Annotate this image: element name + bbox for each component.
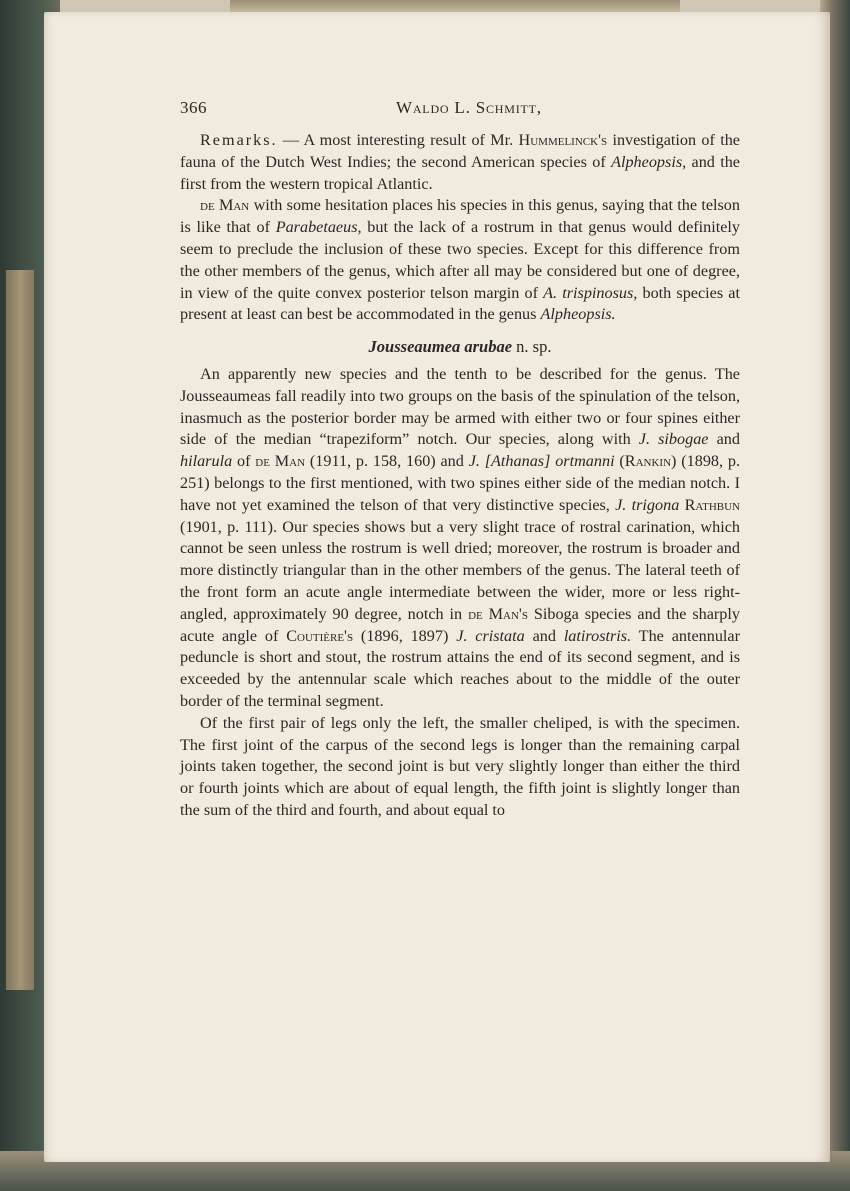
page-number: 366 <box>180 98 207 117</box>
paragraph-legs: Of the first pair of legs only the left, the smaller cheliped, is with the specimen. The first joint of the carpus of the second legs is longer than the remaining carpal joints taken together, the second joint is but very slightly longer than either the third or fourth joints which are about of equal length, the fifth joint is slightly longer than the sum of the third and fourth, and about equal to <box>180 713 740 819</box>
author-name: de Man <box>255 452 306 471</box>
new-species-mark: n. sp. <box>512 337 552 357</box>
author-name: de Man <box>200 196 250 215</box>
running-head: Waldo L. Schmitt, <box>396 98 542 117</box>
taxon-name: J. trigona <box>615 495 680 514</box>
author-name: Rathbun <box>684 495 741 514</box>
taxon-name: hilarula <box>180 452 233 471</box>
taxon-name: Parabetaeus, <box>275 218 362 237</box>
taxon-name: J. [Athanas] ortmanni <box>468 452 615 471</box>
paragraph-de-man: de Man with some hesitation places his species in this genus, saying that the telson is like that of Parabetaeus, but the lack of a rostrum in that genus would definitely seem to preclude the inclusion of these two species. Except for this difference from the other members of the genus, which after all may be considered but one of degree, in view of the quite convex posterior telson margin of A. trispinosus, both species at present at least can best be accommodated in the genus Alpheopsis. <box>180 196 741 324</box>
taxon-name: J. sibogae <box>638 430 709 449</box>
remarks-lead: Remarks. <box>200 131 278 149</box>
author-name: de Man's <box>468 604 528 623</box>
species-heading: Jousseaumea arubae <box>368 337 513 357</box>
page-header <box>180 98 740 118</box>
section-title <box>180 336 740 358</box>
paragraph-remarks: Remarks. — A most interesting result of Mr. Hummelinck's investigation of the fauna of the Dutch West Indies; the second American species of Alpheopsis, and the first from the western tropical Atlantic. <box>180 131 740 193</box>
paragraph-description: An apparently new species and the tenth to be described for the genus. The Jousseaumeas fall readily into two groups on the basis of the spinulation of the telson, inasmuch as the posterior border may be armed with either two or four spines either side of the median “trapeziform” notch. Our species, along with J. sibogae and hilarula of de Man (1911, p. 158, 160) and J. [Athanas] ortmanni (Rankin) (1898, p. 251) belongs to the first mentioned, with two spines either side of the median notch. I have not yet examined the telson of that very distinctive species, J. trigona Rathbun (1901, p. 111). Our species shows but a very slight trace of rostral carination, which cannot be seen unless the rostrum is well dried; moreover, the rostrum is broader and more distinctly triangular than in the other members of the genus. The lateral teeth of the front form an acute angle intermediate between the wider, more or less right-angled, approximately 90 degree, notch in de Man's Siboga species and the sharply acute angle of Coutière's (1896, 1897) J. cristata and latirostris. The antennular peduncle is short and stout, the rostrum attains the end of its second segment, and is exceeded by the antennular scale which reaches about to the middle of the outer border of the terminal segment. <box>180 364 741 710</box>
taxon-name: Alpheopsis, <box>611 152 687 171</box>
author-name: Coutière's <box>286 626 354 645</box>
body-text <box>180 130 740 822</box>
tape-strip-left <box>6 270 34 990</box>
taxon-name: A. trispinosus, <box>543 283 638 302</box>
taxon-name: J. cristata <box>456 626 525 645</box>
author-name: Hummelinck's <box>518 131 608 149</box>
author-name: Rankin <box>624 452 672 471</box>
tape-strip-top <box>230 0 680 12</box>
taxon-name: Alpheopsis. <box>540 305 616 324</box>
taxon-name: latirostris. <box>563 626 632 645</box>
